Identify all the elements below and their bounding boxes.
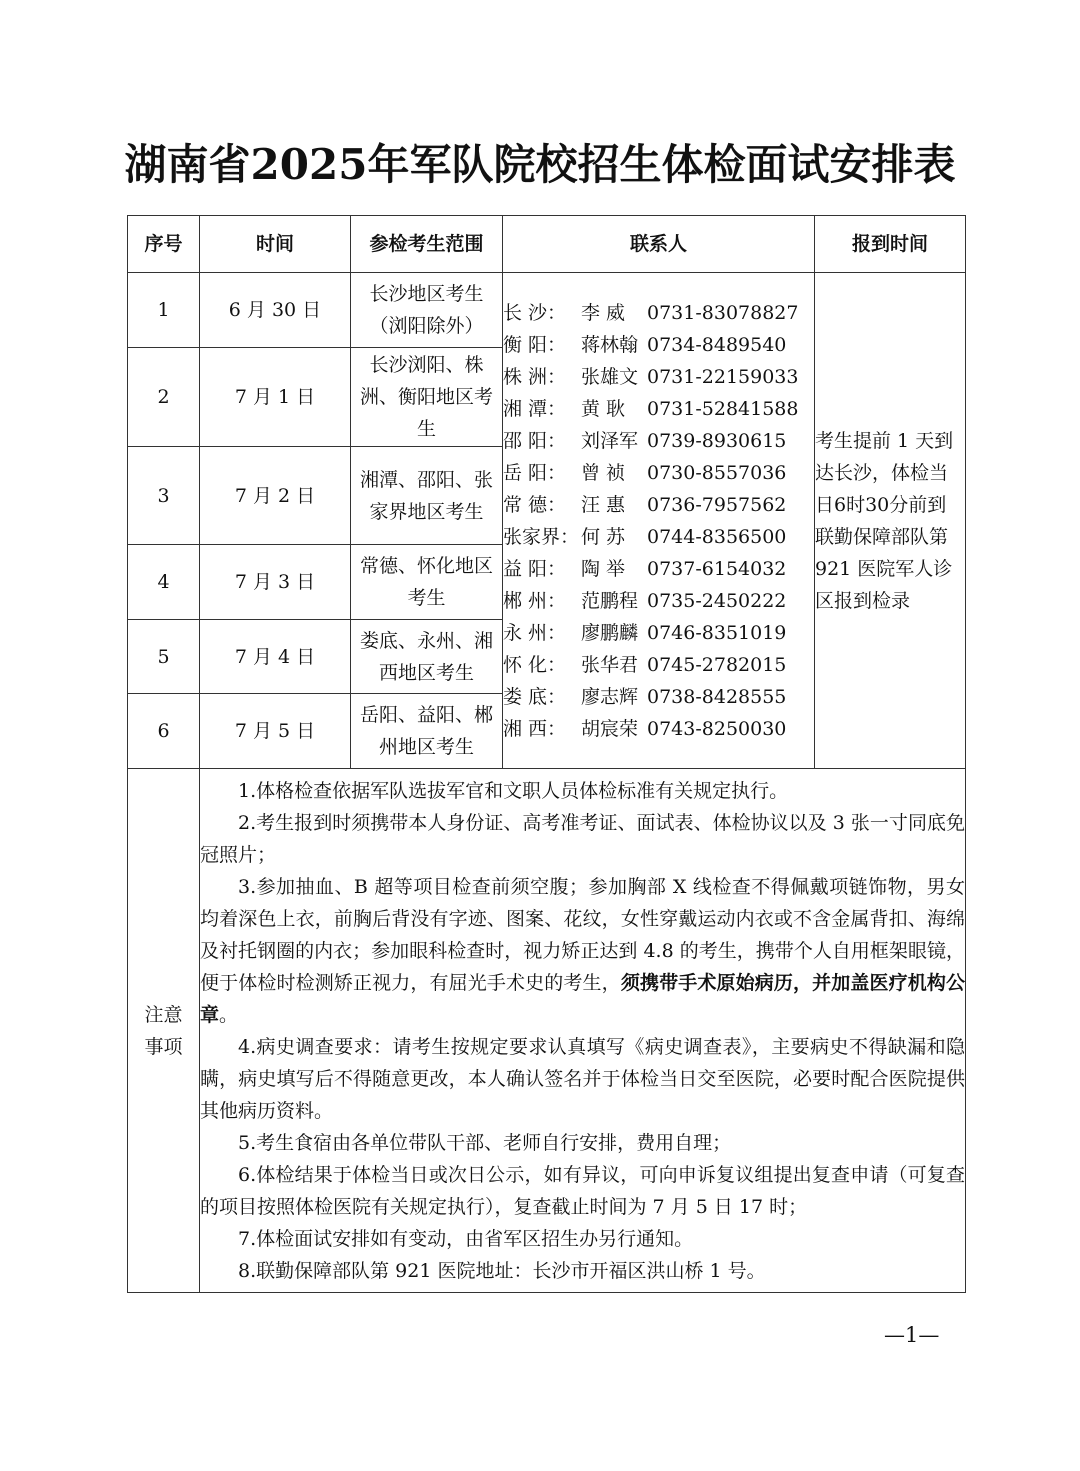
row-date: 6 月 30 日 [200,273,351,348]
row-date: 7 月 3 日 [200,545,351,620]
row-no: 2 [128,348,200,447]
notes-content [200,769,966,1293]
schedule-table [127,215,966,1293]
contact-city: 湘 潭： [503,397,567,420]
contact-line [503,521,814,553]
page-title: 湖南省2025年军队院校招生体检面试安排表 [124,140,956,189]
contact-city: 常 德： [503,493,567,516]
row-range: 岳阳、益阳、郴州地区考生 [351,694,503,769]
contact-city: 张家界： [503,525,580,548]
table-row [128,273,966,348]
notes-row [128,769,966,1293]
header-date: 时间 [200,216,351,273]
contact-line [503,457,814,489]
contact-name: 汪 惠 [581,493,626,516]
contact-line [503,393,814,425]
header-contacts: 联系人 [503,216,815,273]
contact-city: 株 洲： [503,365,567,388]
row-date: 7 月 1 日 [200,348,351,447]
row-range: 长沙地区考生（浏阳除外） [351,273,503,348]
contact-line [503,361,814,393]
note-3-emphasis: 须携带手术原始病历，并加盖医疗机构公章 [200,971,965,1026]
contact-name: 张华君 [581,653,639,676]
contact-name: 张雄文 [581,365,639,388]
contact-name: 何 苏 [581,525,626,548]
contact-city: 益 阳： [503,557,567,580]
table-header-row [128,216,966,273]
contact-city: 邵 阳： [503,429,567,452]
contact-name: 陶 举 [581,557,626,580]
contact-phone: 0737-6154032 [647,557,787,580]
contact-line [503,617,814,649]
row-range: 湘潭、邵阳、张家界地区考生 [351,447,503,545]
notes-label-line-1: 注意 [144,1003,183,1026]
contact-line [503,329,814,361]
row-no: 4 [128,545,200,620]
notes-label [128,769,200,1293]
contact-phone: 0746-8351019 [647,621,787,644]
contact-city: 郴 州： [503,589,567,612]
note-1: 1.体格检查依据军队选拔军官和文职人员体检标准有关规定执行。 [238,779,789,802]
contact-phone: 0731-22159033 [647,365,799,388]
row-no: 6 [128,694,200,769]
contact-name: 刘泽军 [581,429,639,452]
row-no: 5 [128,620,200,694]
contact-city: 衡 阳： [503,333,567,356]
contact-line [503,713,814,745]
page-number: —1— [884,1323,940,1347]
note-5: 5.考生食宿由各单位带队干部、老师自行安排，费用自理； [238,1131,732,1154]
contact-list [503,297,814,745]
contact-line [503,681,814,713]
contact-city: 永 州： [503,621,567,644]
report-time-cell: 考生提前 1 天到达长沙，体检当日6时30分前到联勤保障部队第 921 医院军人诊区报到检录 [815,273,966,769]
contact-line [503,489,814,521]
note-3-end: 。 [219,1003,239,1026]
contact-name: 蒋林翰 [581,333,639,356]
contact-line [503,585,814,617]
note-4: 4.病史调查要求：请考生按规定要求认真填写《病史调查表》，主要病史不得缺漏和隐瞒，病史填写后不得随意更改，本人确认签名并于体检当日交至医院，必要时配合医院提供其他病历资料。 [200,1035,965,1122]
header-report-time: 报到时间 [815,216,966,273]
row-date: 7 月 2 日 [200,447,351,545]
contact-line [503,297,814,329]
header-range: 参检考生范围 [351,216,503,273]
contact-name: 廖鹏麟 [581,621,639,644]
contact-phone: 0745-2782015 [647,653,787,676]
contact-phone: 0743-8250030 [647,717,787,740]
row-range: 娄底、永州、湘西地区考生 [351,620,503,694]
contact-phone: 0739-8930615 [647,429,787,452]
note-7: 7.体检面试安排如有变动，由省军区招生办另行通知。 [238,1227,694,1250]
contact-city: 长 沙： [503,301,567,324]
row-date: 7 月 5 日 [200,694,351,769]
contact-name: 范鹏程 [581,589,639,612]
row-range: 常德、怀化地区考生 [351,545,503,620]
contact-phone: 0736-7957562 [647,493,787,516]
contact-line [503,553,814,585]
contact-phone: 0735-2450222 [647,589,787,612]
contact-phone: 0738-8428555 [647,685,787,708]
note-3-text: 3.参加抽血、B 超等项目检查前须空腹；参加胸部 X 线检查不得佩戴项链饰物，男女均着深色上衣，前胸后背没有字迹、图案、花纹，女性穿戴运动内衣或不含金属背扣、海绵及衬托钢圈的内衣；参加眼科检查时，视力矫正达到 4.8 的考生，携带个人自用框架眼镜，便于体检时检测矫正视力，有屈光手术史的考生， [200,875,965,994]
contact-name: 黄 耿 [581,397,626,420]
note-8: 8.联勤保障部队第 921 医院地址：长沙市开福区洪山桥 1 号。 [238,1259,766,1282]
contact-phone: 0734-8489540 [647,333,787,356]
row-range: 长沙浏阳、株洲、衡阳地区考生 [351,348,503,447]
contact-city: 岳 阳： [503,461,567,484]
row-no: 3 [128,447,200,545]
note-6: 6.体检结果于体检当日或次日公示，如有异议，可向申诉复议组提出复查申请（可复查的项目按照体检医院有关规定执行），复查截止时间为 7 月 5 日 17 时； [200,1163,965,1218]
contact-phone: 0731-83078827 [647,301,799,324]
notes-label-line-2: 事项 [144,1035,183,1058]
contact-line [503,649,814,681]
row-no: 1 [128,273,200,348]
contact-city: 怀 化： [503,653,567,676]
contact-city: 湘 西： [503,717,567,740]
row-date: 7 月 4 日 [200,620,351,694]
contact-name: 李 威 [581,301,626,324]
contact-phone: 0730-8557036 [647,461,787,484]
header-no: 序号 [128,216,200,273]
note-3 [200,871,965,1031]
contact-city: 娄 底： [503,685,567,708]
contact-phone: 0731-52841588 [647,397,799,420]
contact-line [503,425,814,457]
contact-name: 胡宸荣 [581,717,639,740]
contact-name: 曾 祯 [581,461,626,484]
contact-name: 廖志辉 [581,685,639,708]
contact-phone: 0744-8356500 [647,525,787,548]
note-2: 2.考生报到时须携带本人身份证、高考准考证、面试表、体检协议以及 3 张一寸同底免冠照片； [200,811,965,866]
contacts-cell [503,273,815,769]
